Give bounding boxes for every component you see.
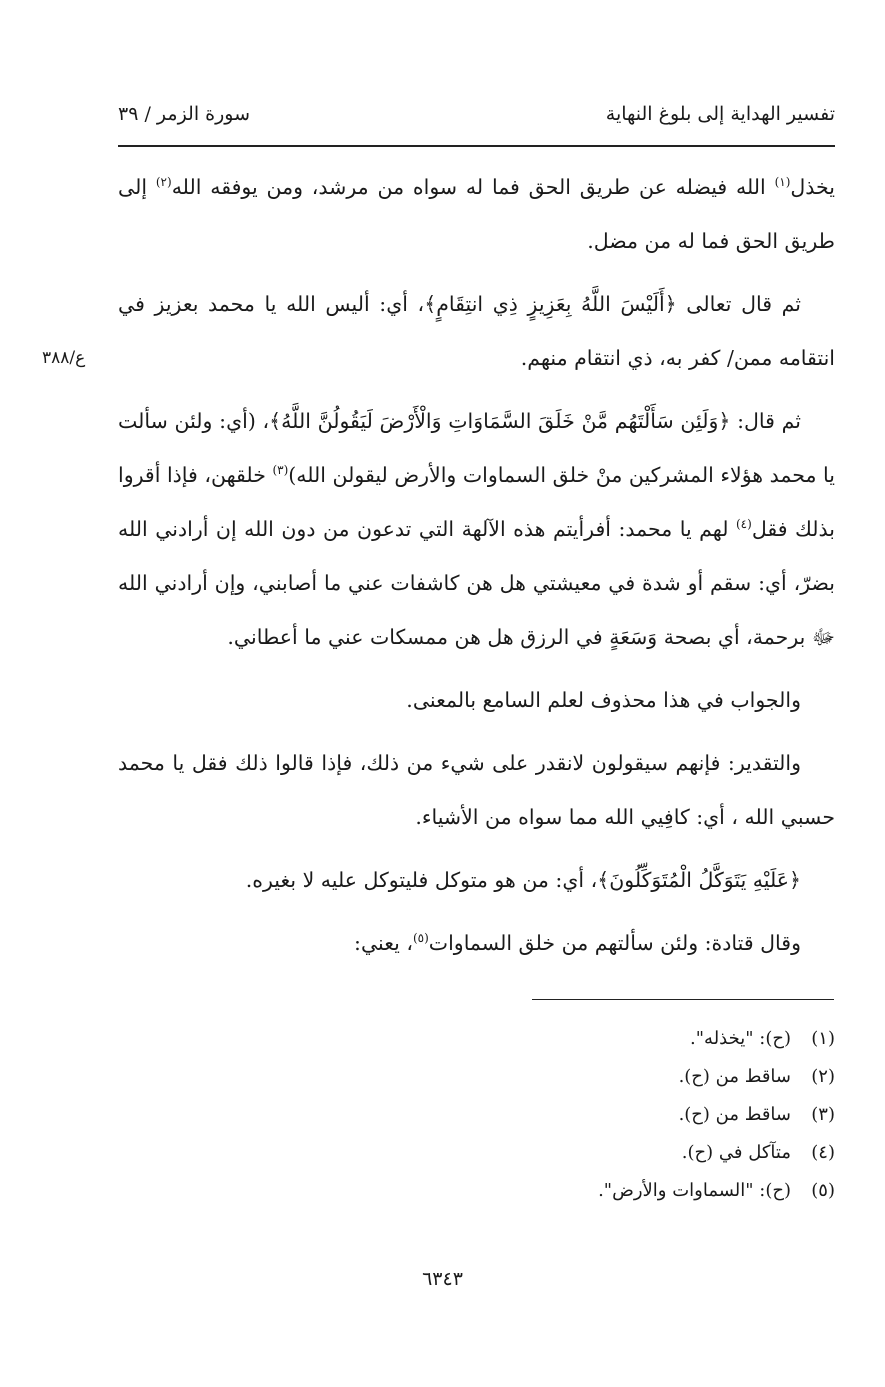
footnote-number: (٣) bbox=[811, 1104, 835, 1125]
text-run: والجواب في هذا محذوف لعلم السامع بالمعنى. bbox=[406, 688, 801, 712]
footnote-number: (٥) bbox=[811, 1180, 835, 1201]
footnote-divider bbox=[532, 999, 834, 1000]
paragraph bbox=[118, 916, 835, 970]
text-run: والتقدير: فإنهم سيقولون لانقدر على شيء من ذلك، فإذا قالوا ذلك فقل يا محمد حسبي الله ، أي: كافِيي الله مما سواه من الأشياء. bbox=[118, 751, 835, 829]
paragraph bbox=[118, 277, 835, 385]
footnote-text: ساقط من (ح). bbox=[678, 1066, 791, 1087]
main-text bbox=[118, 160, 835, 979]
quran-verse: ﴿وَلَئِن سَأَلْتَهُم مَّنْ خَلَقَ السَّمَاوَاتِ وَالْأَرْضَ لَيَقُولُنَّ اللَّهُ﴾ bbox=[269, 409, 731, 433]
text-run: يخذل bbox=[790, 175, 835, 199]
running-header-book-title: تفسير الهداية إلى بلوغ النهاية bbox=[605, 103, 835, 125]
paragraph bbox=[118, 394, 835, 664]
text-run: ، أي: من هو متوكل فليتوكل عليه لا بغيره. bbox=[245, 868, 598, 892]
text-run: لهم يا محمد: أفرأيتم هذه الآلهة التي تدعون من دون الله إن أرادني الله بضرّ، أي: سقم أو شدة في معيشتي هل هن كاشفات عني ما أصابني، وإن أرادني الله ﷻ برحمة، أي بصحة وَسَعَةٍ في الرزق هل هن ممسكات عني ما أعطاني. bbox=[118, 517, 835, 649]
footnote bbox=[415, 1096, 835, 1134]
text-run: الله فيضله عن طريق الحق فما له سواه من مرشد، ومن يوفقه الله bbox=[171, 175, 775, 199]
footnote-marker: (٤) bbox=[735, 517, 752, 532]
text-run: إلى طريق الحق فما له من مضل. bbox=[118, 175, 835, 253]
paragraph bbox=[118, 160, 835, 268]
footnote-number: (٢) bbox=[811, 1066, 835, 1087]
footnote-marker: (٥) bbox=[412, 931, 429, 946]
text-run: ثم قال تعالى bbox=[676, 292, 801, 316]
text-run: ، (أي: ولئن سألت يا محمد هؤلاء المشركين منْ خلق السماوات والأرض ليقولن الله) bbox=[118, 409, 835, 487]
footnote bbox=[415, 1172, 835, 1210]
footnote-text: (ح): "السماوات والأرض". bbox=[598, 1180, 791, 1201]
footnote-text: متآكل في (ح). bbox=[681, 1142, 791, 1163]
footnote bbox=[415, 1058, 835, 1096]
running-header-surah: سورة الزمر / ٣٩ bbox=[118, 103, 251, 125]
footnote-marker: (١) bbox=[774, 175, 791, 190]
quran-verse: ﴿عَلَيْهِ يَتَوَكَّلُ الْمُتَوَكِّلُونَ﴾ bbox=[597, 868, 801, 892]
footnote bbox=[415, 1134, 835, 1172]
text-run: وقال قتادة: ولئن سألتهم من خلق السماوات bbox=[428, 931, 801, 955]
text-run: ، يعني: bbox=[354, 931, 413, 955]
paragraph bbox=[118, 673, 835, 727]
footnote bbox=[415, 1020, 835, 1058]
footnote-number: (١) bbox=[811, 1028, 835, 1049]
footnotes bbox=[415, 1020, 835, 1210]
manuscript-folio-note: ع/٣٨٨ bbox=[42, 348, 86, 368]
quran-verse: ﴿أَلَيْسَ اللَّهُ بِعَزِيزٍ ذِي انتِقَامٍ﴾ bbox=[424, 292, 677, 316]
paragraph bbox=[118, 736, 835, 844]
footnote-marker: (٢) bbox=[155, 175, 172, 190]
text-run: خلقهن، فإذا أقروا بذلك فقل bbox=[118, 463, 835, 541]
page-number: ٦٣٤٣ bbox=[422, 1268, 463, 1290]
footnote-marker: (٣) bbox=[272, 463, 289, 478]
footnote-number: (٤) bbox=[811, 1142, 835, 1163]
header-divider bbox=[118, 145, 835, 147]
paragraph bbox=[118, 853, 835, 907]
text-run: ثم قال: bbox=[730, 409, 802, 433]
footnote-text: ساقط من (ح). bbox=[678, 1104, 791, 1125]
footnote-text: (ح): "يخذله". bbox=[690, 1028, 791, 1049]
text-run: ، أي: أليس الله يا محمد بعزيز في انتقامه ممن/ كفر به، ذي انتقام منهم. bbox=[118, 292, 835, 370]
